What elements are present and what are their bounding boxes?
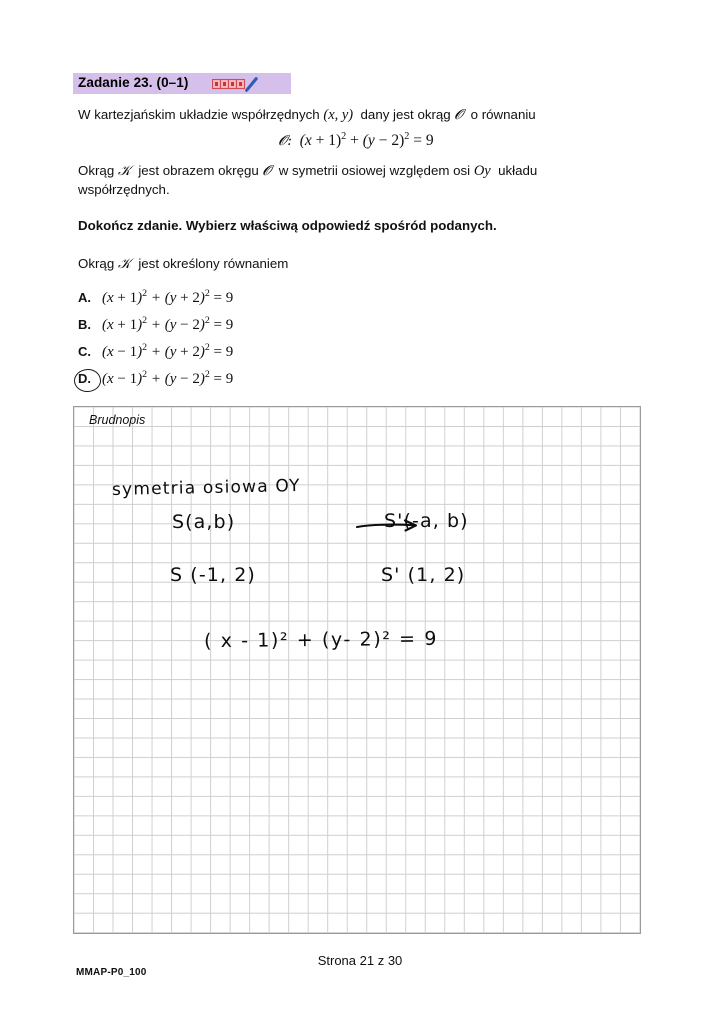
intro-prefix: W kartezjańskim układzie współrzędnych bbox=[78, 107, 320, 122]
option-letter-d: D. bbox=[78, 371, 91, 386]
eq-equals: = 9 bbox=[413, 132, 434, 149]
answer-option-b[interactable] bbox=[78, 317, 233, 334]
eq-x-open: (x bbox=[299, 132, 312, 149]
score-boxes-pen-icon bbox=[212, 77, 262, 93]
eq-x-exp: 2 bbox=[341, 130, 347, 142]
question-text-b: jest określony równaniem bbox=[138, 256, 289, 271]
answer-option-c[interactable] bbox=[78, 344, 233, 361]
statement-line-1 bbox=[78, 161, 537, 181]
handwriting-symetria: symetria osiowa OY bbox=[111, 476, 301, 500]
statement-text-c: w symetrii osiowej względem osi bbox=[278, 163, 471, 178]
footer-page-number: Strona 21 z 30 bbox=[317, 953, 403, 968]
axis-oy-symbol: Oy bbox=[473, 163, 491, 179]
option-letter-a: A. bbox=[78, 290, 91, 305]
circle-o-symbol: 𝓞 bbox=[454, 107, 464, 123]
footer-exam-code: MMAP-P0_100 bbox=[76, 967, 147, 978]
handwriting-s-prime-12: S' (1, 2) bbox=[381, 564, 466, 586]
intro-suffix: o równaniu bbox=[470, 107, 536, 122]
statement-text-a: Okrąg bbox=[78, 163, 115, 178]
statement-line-2: współrzędnych. bbox=[78, 182, 170, 197]
statement-text-d: układu bbox=[498, 163, 538, 178]
scratch-title: Brudnopis bbox=[89, 413, 146, 427]
question-stem bbox=[78, 254, 288, 274]
eq-x-num: 1) bbox=[328, 132, 342, 149]
answer-option-a[interactable] bbox=[78, 290, 233, 307]
handwriting-final-equation: ( x - 1)² + (y- 2)² = 9 bbox=[203, 627, 439, 653]
handwriting-s-12: S (-1, 2) bbox=[170, 564, 256, 586]
option-letter-c: C. bbox=[78, 344, 91, 359]
answer-option-d[interactable] bbox=[78, 371, 233, 388]
option-equation-c: $(x - 1)^2 + (y + 2)^2 = 9$ bbox=[102, 342, 234, 360]
question-text-a: Okrąg bbox=[78, 256, 115, 271]
intro-paragraph bbox=[78, 105, 536, 125]
statement-text-b: jest obrazem okręgu bbox=[138, 163, 259, 178]
circle-equation bbox=[73, 132, 639, 150]
circle-k-symbol: 𝒦 bbox=[117, 163, 131, 179]
scratch-grid-area bbox=[73, 406, 641, 934]
handwriting-s-ab: S(a,b) bbox=[172, 511, 236, 533]
intro-coordinates: (x, y) bbox=[323, 107, 354, 123]
task-number-label: Zadanie 23. (0–1) bbox=[78, 75, 189, 90]
equation-body bbox=[300, 132, 434, 149]
instruction-text: Dokończ zdanie. Wybierz właściwą odpowiedź spośród podanych. bbox=[78, 218, 497, 233]
eq-plus: + bbox=[350, 132, 359, 149]
circle-k-symbol-2: 𝒦 bbox=[117, 256, 131, 272]
circle-o-symbol-2: 𝓞 bbox=[262, 163, 272, 179]
intro-middle: dany jest okrąg bbox=[360, 107, 451, 122]
option-letter-b: B. bbox=[78, 317, 91, 332]
eq-y-sign: − bbox=[378, 132, 388, 149]
option-equation-b: $(x + 1)^2 + (y - 2)^2 = 9$ bbox=[102, 315, 234, 333]
eq-y-open: (y bbox=[362, 132, 375, 149]
option-equation-a: $(x + 1)^2 + (y + 2)^2 = 9$ bbox=[102, 288, 234, 306]
equation-label: 𝓞: bbox=[278, 133, 292, 149]
eq-y-num: 2) bbox=[391, 132, 405, 149]
eq-y-exp: 2 bbox=[404, 130, 410, 142]
option-equation-d: $(x - 1)^2 + (y - 2)^2 = 9$ bbox=[102, 369, 234, 387]
handwriting-s-prime-ab: S'(-a, b) bbox=[384, 510, 469, 532]
eq-x-sign: + bbox=[315, 132, 325, 149]
